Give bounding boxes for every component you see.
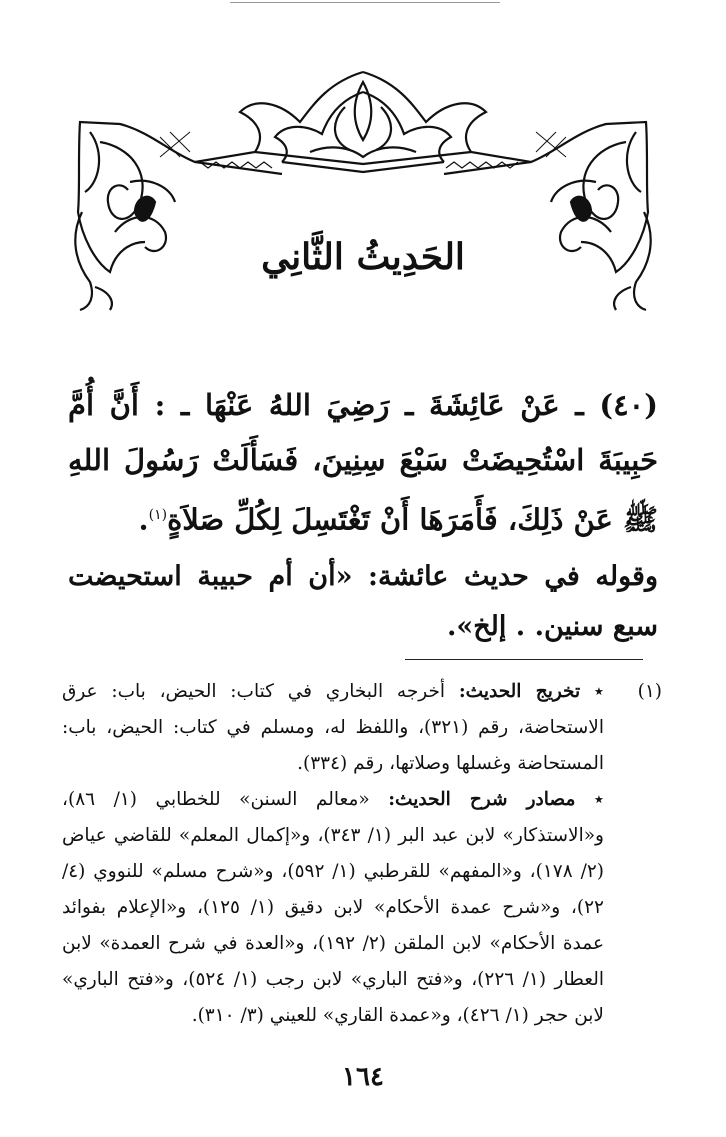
hadith-body: (٤٠) ـ عَنْ عَائِشَةَ ـ رَضِيَ اللهُ عَنْهَا ـ : أَنَّ أُمَّ حَبِيبَةَ اسْتُحِيضَتْ سَبْعَ سِنِينَ، فَسَأَلَتْ رَسُولَ اللهِ ﷺ عَنْ ذَلِكَ، فَأَمَرَهَا أَنْ تَغْتَسِلَ لِكُلِّ صَلاَةٍ [68,388,658,537]
takhrij-heading: تخريج الحديث: [458,681,581,702]
footnotes-section [62,674,662,1034]
hadith-text [68,378,658,548]
hadith-end: . [138,502,149,537]
footnote-number: (١) [637,681,662,702]
footnote-masadir: ٭ مصادر شرح الحديث: «معالم السنن» للخطابي (١/ ٨٦)، و«الاستذكار» لابن عبد البر (١/ ٣٤٣)، و«إكمال المعلم» للقاضي عياض (٢/ ١٧٨)، و«المفهم» للقرطبي (١/ ٥٩٢)، و«شرح مسلم» للنووي (٤/ ٢٢)، و«شرح عمدة الأحكام» لابن دقيق (١/ ١٢٥)، و«الإعلام بفوائد عمدة الأحكام» لابن الملقن (٢/ ١٩٢)، و«العدة في شرح العمدة» لابن العطار (١/ ٢٢٦)، و«فتح الباري» لابن رجب (١/ ٥٢٤)، و«فتح الباري» لابن حجر (١/ ٤٢٦)، و«عمدة القاري» للعيني (٣/ ٣١٠). [62,789,604,1026]
masadir-text: «معالم السنن» للخطابي (١/ ٨٦)، و«الاستذكار» لابن عبد البر (١/ ٣٤٣)، و«إكمال المعلم» للقاضي عياض (٢/ ١٧٨)، و«المفهم» للقرطبي (١/ ٥٩٢)، و«شرح مسلم» للنووي (٤/ ٢٢)، و«شرح عمدة الأحكام» لابن دقيق (١/ ١٢٥)، و«الإعلام بفوائد عمدة الأحكام» لابن الملقن (٢/ ١٩٢)، و«العدة في شرح العمدة» لابن العطار (١/ ٢٢٦)، و«فتح الباري» لابن رجب (١/ ٥٢٤)، و«فتح الباري» لابن حجر (١/ ٤٢٦)، و«عمدة القاري» للعيني (٣/ ٣١٠). [62,789,604,1026]
footnote-ref[interactable]: (١) [148,507,168,523]
footnote-takhrij: ٭ تخريج الحديث: أخرجه البخاري في كتاب: الحيض، باب: عرق الاستحاضة، رقم (٣٢١)، واللفظ له، ومسلم في كتاب: الحيض، باب: المستحاضة وغسلها وصلاتها، رقم (٣٣٤). [62,681,605,774]
footnote-item [62,674,662,782]
masadir-heading: مصادر شرح الحديث: [388,789,576,810]
top-edge-rule [230,2,500,3]
chapter-title: الحَدِيثُ الثَّانِي [261,236,465,278]
commentary-text: وقوله في حديث عائشة: «أن أم حبيبة استحيضت سبع سنين. . إلخ». [68,561,658,642]
takhrij-text: أخرجه البخاري في كتاب: الحيض، باب: عرق الاستحاضة، رقم (٣٢١)، واللفظ له، ومسلم في كتاب: الحيض، باب: المستحاضة وغسلها وصلاتها، رقم (٣٣٤). [62,681,604,774]
footnote-separator [405,659,643,660]
page-number: ١٦٤ [342,1062,384,1092]
